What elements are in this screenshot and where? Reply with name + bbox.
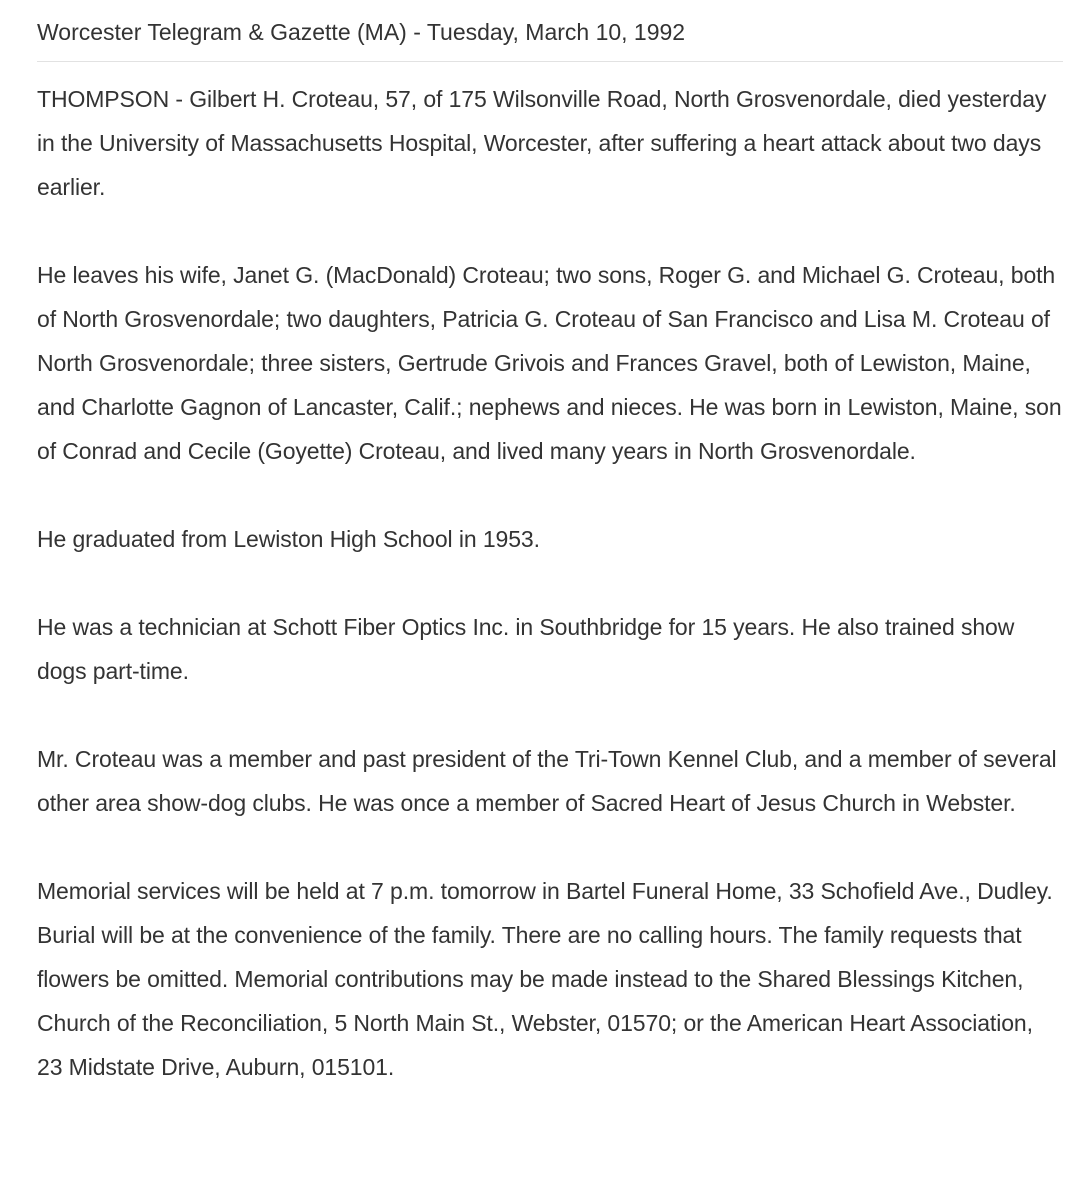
paragraph-death-notice: THOMPSON - Gilbert H. Croteau, 57, of 175 Wilsonville Road, North Grosvenordale, died yesterday in the University of Massachusetts Hospital, Worcester, after suffering a heart attack about two days earlier. (37, 86, 1047, 200)
source-line: Worcester Telegram & Gazette (MA) - Tuesday, March 10, 1992 (37, 14, 1063, 62)
paragraph-education: He graduated from Lewiston High School in 1953. (37, 526, 540, 552)
obituary-page (37, 14, 1063, 1089)
obituary-article (37, 77, 1063, 1089)
paragraph-services: Memorial services will be held at 7 p.m. tomorrow in Bartel Funeral Home, 33 Schofield Ave., Dudley. Burial will be at the convenience of the family. There are no calling hours. The family requests that flowers be omitted. Memorial contributions may be made instead to the Shared Blessings Kitchen, Church of the Reconciliation, 5 North Main St., Webster, 01570; or the American Heart Association, 23 Midstate Drive, Auburn, 015101. (37, 878, 1053, 1080)
paragraph-memberships: Mr. Croteau was a member and past president of the Tri-Town Kennel Club, and a member of several other area show-dog clubs. He was once a member of Sacred Heart of Jesus Church in Webster. (37, 746, 1057, 816)
paragraph-survivors: He leaves his wife, Janet G. (MacDonald) Croteau; two sons, Roger G. and Michael G. Croteau, both of North Grosvenordale; two daughters, Patricia G. Croteau of San Francisco and Lisa M. Croteau of North Grosvenordale; three sisters, Gertrude Grivois and Frances Gravel, both of Lewiston, Maine, and Charlotte Gagnon of Lancaster, Calif.; nephews and nieces. He was born in Lewiston, Maine, son of Conrad and Cecile (Goyette) Croteau, and lived many years in North Grosvenordale. (37, 262, 1062, 464)
paragraph-career: He was a technician at Schott Fiber Optics Inc. in Southbridge for 15 years. He also trained show dogs part-time. (37, 614, 1015, 684)
